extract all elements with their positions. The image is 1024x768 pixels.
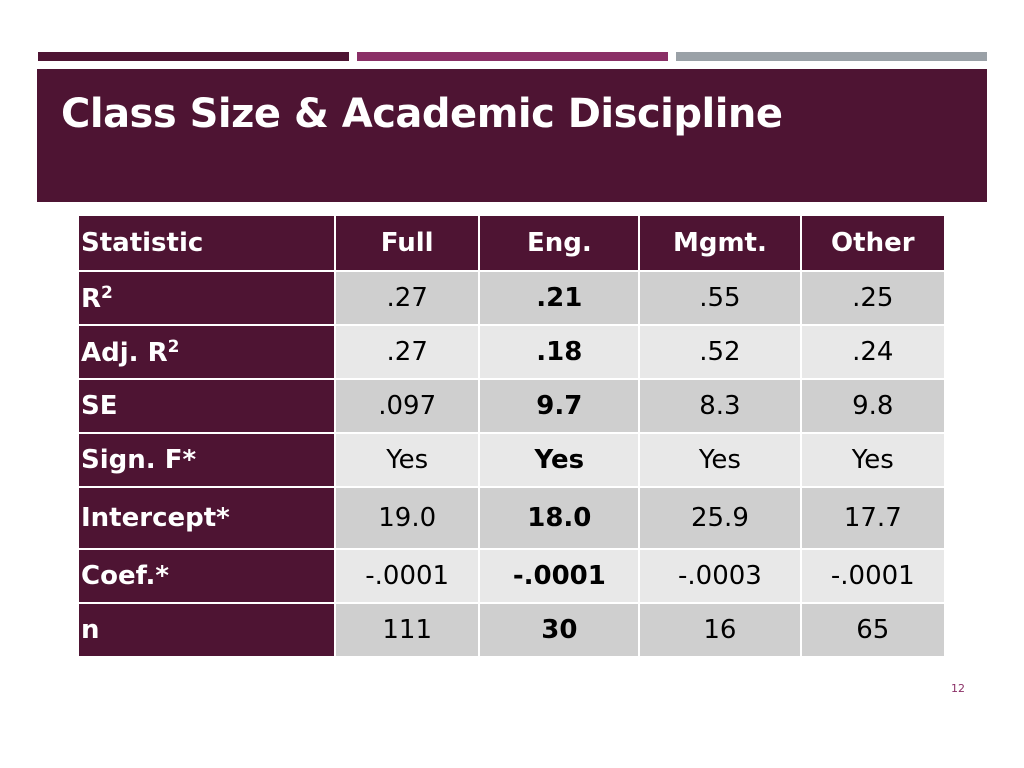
table-row xyxy=(78,379,945,433)
row-label xyxy=(78,271,335,325)
row-label xyxy=(78,325,335,379)
cell-other: 65 xyxy=(801,603,945,657)
cell-full: .097 xyxy=(335,379,479,433)
header-mgmt: Mgmt. xyxy=(639,215,800,271)
cell-eng: 9.7 xyxy=(479,379,639,433)
slide-title: Class Size & Academic Discipline xyxy=(61,91,783,137)
row-label: Coef.* xyxy=(78,549,335,603)
accent-bar-2 xyxy=(357,52,668,61)
cell-mgmt: Yes xyxy=(639,433,800,487)
cell-full: 19.0 xyxy=(335,487,479,549)
table-row xyxy=(78,487,945,549)
superscript: 2 xyxy=(101,282,113,303)
table-row xyxy=(78,603,945,657)
header-other: Other xyxy=(801,215,945,271)
row-label: SE xyxy=(78,379,335,433)
cell-eng: 18.0 xyxy=(479,487,639,549)
cell-other: Yes xyxy=(801,433,945,487)
cell-other: .25 xyxy=(801,271,945,325)
cell-full: .27 xyxy=(335,271,479,325)
row-label-text: Adj. R xyxy=(81,337,168,368)
accent-bar-1 xyxy=(38,52,349,61)
table-row xyxy=(78,549,945,603)
cell-eng: -.0001 xyxy=(479,549,639,603)
table-row xyxy=(78,325,945,379)
cell-mgmt: -.0003 xyxy=(639,549,800,603)
row-label: Intercept* xyxy=(78,487,335,549)
row-label-text: R xyxy=(81,283,102,314)
header-eng: Eng. xyxy=(479,215,639,271)
accent-bar-3 xyxy=(676,52,987,61)
cell-full: Yes xyxy=(335,433,479,487)
cell-other: 9.8 xyxy=(801,379,945,433)
table-row xyxy=(78,271,945,325)
row-label: n xyxy=(78,603,335,657)
title-band xyxy=(37,69,987,202)
row-label: Sign. F* xyxy=(78,433,335,487)
statistics-table xyxy=(77,214,946,658)
cell-eng: 30 xyxy=(479,603,639,657)
cell-eng: Yes xyxy=(479,433,639,487)
cell-other: -.0001 xyxy=(801,549,945,603)
page-number: 12 xyxy=(951,682,965,695)
cell-other: 17.7 xyxy=(801,487,945,549)
cell-full: .27 xyxy=(335,325,479,379)
table-row xyxy=(78,433,945,487)
header-full: Full xyxy=(335,215,479,271)
cell-full: 111 xyxy=(335,603,479,657)
cell-other: .24 xyxy=(801,325,945,379)
cell-eng: .21 xyxy=(479,271,639,325)
cell-mgmt: 8.3 xyxy=(639,379,800,433)
superscript: 2 xyxy=(167,336,180,357)
cell-full: -.0001 xyxy=(335,549,479,603)
cell-eng: .18 xyxy=(479,325,639,379)
header-row xyxy=(78,215,945,271)
cell-mgmt: 16 xyxy=(639,603,800,657)
header-statistic: Statistic xyxy=(78,215,335,271)
cell-mgmt: .55 xyxy=(639,271,800,325)
cell-mgmt: .52 xyxy=(639,325,800,379)
cell-mgmt: 25.9 xyxy=(639,487,800,549)
